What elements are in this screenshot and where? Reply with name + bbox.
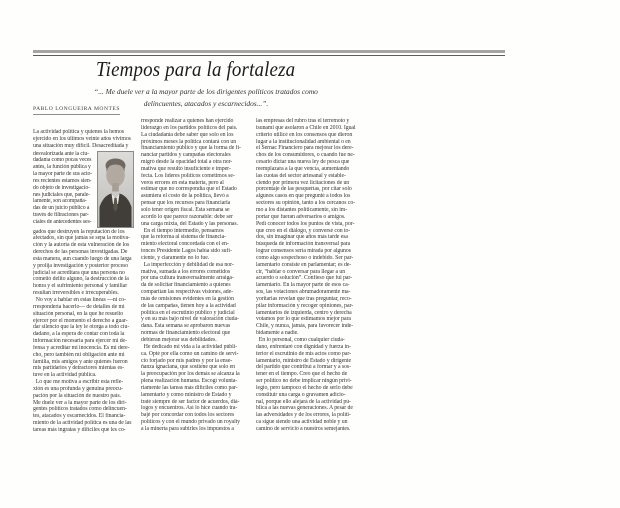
text-line: miento electoral concordada con el en-	[141, 241, 229, 248]
text-line: Me duele ver a la mayor parte de los diri-	[33, 399, 127, 406]
text-line: lamentarios de izquierda, centro y derecha	[256, 309, 352, 316]
text-line: camino de servicio a nuestros semejantes.	[256, 425, 351, 432]
text-line: antes, la función pública y	[33, 164, 91, 171]
text-line: pilar información y recoger opiniones, par-	[256, 302, 354, 309]
text-line: cesario dictar una nueva ley de pesca que	[256, 159, 350, 166]
column-3	[256, 118, 367, 433]
text-line: ciente, y claramente no lo fue.	[141, 254, 210, 261]
text-line: situación personal, en la que he resuelto	[33, 310, 124, 317]
text-line: rrespondería hacerlo— de detalles de mi	[33, 303, 125, 310]
text-line: ejercer por el momento el derecho a guar-	[33, 317, 128, 324]
text-line: La imperfección y debilidad de esa nor-	[141, 261, 234, 268]
text-line: fensa y acreditar mi inocencia. Es mi dere-	[33, 344, 130, 351]
text-line: lamentario, ministro de Estado y dirigente	[256, 357, 352, 364]
article-title: Tiempos para la fortaleza	[96, 57, 296, 81]
text-line: y en su más bajo nivel de valoración ciuda-	[141, 316, 239, 323]
text-line: nanciar partidos y campañas electorales	[141, 152, 231, 159]
text-line: derechos de las personas investigadas. De	[33, 249, 128, 256]
text-line: ca sigue siendo una actividad noble y un	[256, 419, 348, 426]
text-line: que creo en el diálogo, y conversé con to-	[256, 227, 351, 234]
text-line: mis partidarios y detractores mientas es-	[33, 365, 125, 372]
text-line: compartían las respectivas visiones, ade-	[141, 289, 234, 296]
text-line: La actividad política y quienes la hemos	[33, 129, 124, 135]
text-line: gentes políticos tratados como delincuen-	[33, 406, 127, 413]
text-line: rresponde realizar a quienes han ejercido	[141, 118, 234, 124]
text-line: veros errores en esta materia, pero al	[141, 179, 224, 186]
text-line: cir, “hablar o conversar para llegar a un	[256, 268, 346, 275]
column-1-intro	[33, 129, 134, 150]
text-line: cio forjado por mis padres y por la ense-	[141, 357, 233, 364]
text-line: reemplazara a la que vencía, aumentando	[256, 165, 350, 172]
text-line: las adversidades y de los errores, la políti-	[256, 412, 351, 419]
text-line: logos y encuentros. Así lo hice cuando tra-	[141, 405, 238, 412]
text-line: pación por la situación de nuestro país.	[33, 392, 121, 399]
text-line: más de omisiones evidentes en la gestión	[141, 295, 234, 302]
text-line: migró desde la opacidad total a otra nor-	[141, 159, 233, 166]
text-line: chos de los consumidores, o cuando fue ne-	[256, 152, 355, 159]
text-line: Pedí conocer todos los puntos de vista, por-	[256, 220, 355, 227]
column-1-wrap-text	[33, 151, 96, 228]
text-line: legio, pero tampoco el hecho de serlo debe	[256, 384, 353, 391]
text-line: mativa que resultó insuficiente e imper-	[141, 165, 231, 172]
text-line: política en el escrutinio público y judicial	[141, 309, 235, 316]
header-double-rule	[33, 50, 505, 56]
text-line: resultan irreversibles e irrecuperables.	[33, 290, 119, 297]
text-line: próximos meses la política contará con un	[141, 138, 237, 145]
text-line: tonces Presidente Lagos había sido sufi-	[141, 248, 232, 255]
text-line: xión es una profunda y genuina preocu-	[33, 385, 123, 392]
text-line: honra y el sufrimiento personal y familiar	[33, 283, 128, 290]
author-portrait-photo	[97, 151, 134, 228]
text-line: tes, atacados y escarnecidos. El financia-	[33, 413, 126, 420]
column-1-photo-row	[33, 151, 134, 228]
text-line: familia, mis amigos y ante quienes fueron	[33, 358, 128, 365]
text-line: de las campañas, tienen hoy a la actividad	[141, 302, 236, 309]
text-line: ciales de antecedentes ses-	[33, 218, 92, 225]
text-line: lugar a la institucionalidad ambiental o en	[256, 138, 351, 145]
text-line: res recientes estamos sien-	[33, 177, 92, 184]
text-line: gados que destruyen la reputación de los	[33, 228, 125, 235]
text-line: y prolija investigación y posterior proceso	[33, 262, 129, 269]
text-line: lamentario. En la mayor parte de esos ca-	[256, 282, 350, 289]
portrait-photo-illustration	[98, 152, 133, 227]
text-line: políticos y con el mundo privado un royalty	[141, 419, 241, 426]
text-line: dadanía como pocas veces	[33, 157, 92, 164]
text-line: da de solicitar financiamiento a quienes	[141, 282, 231, 289]
text-line: una situación muy difícil. Desacreditada y	[33, 142, 129, 149]
column-2	[141, 118, 249, 433]
text-line: bajé por concordar con todos los sectores	[141, 412, 235, 419]
text-line: tuve en la actividad pública.	[33, 372, 97, 379]
text-line: las empresas del rubro tras el terremoto y	[256, 118, 350, 124]
text-line: La ciudadanía debe saber que solo en los	[141, 131, 234, 138]
text-line: nal, porque ello alejará de la actividad pú-	[256, 398, 351, 405]
text-line: das de un juicio público a	[33, 205, 90, 212]
text-line: como algo sospechoso o indebido. Ser par-	[256, 254, 354, 261]
text-line: que la reforma al sistema de financia-	[141, 234, 226, 241]
text-line: las cuotas del sector artesanal y estable-	[256, 172, 346, 179]
text-line: No voy a hablar en estas líneas —ni co-	[33, 296, 126, 303]
text-line: ejercido en los últimos veinte años vivimos	[33, 135, 131, 142]
rule-thin-line	[33, 55, 505, 56]
text-line: sos, las votaciones abrumadoramente ma-	[256, 289, 351, 296]
text-line: yoritarias revelan que tras preguntar, reco-	[256, 295, 352, 302]
text-line: mativa, sumada a los errores cometidos	[141, 268, 231, 275]
text-line: cho, pero también mi obligación ante mi	[33, 351, 125, 358]
text-line: En lo personal, como cualquier ciuda-	[256, 337, 345, 343]
text-line: nes judiciales que, parale-	[33, 191, 90, 198]
text-line: criterio utilicé en los consensos que dieron	[256, 131, 353, 138]
text-line: lograr consensos sería mirada por algunos	[256, 248, 351, 255]
text-line: la preocupación por los demás se alcanza la	[141, 371, 240, 378]
text-line: dar silencio que la ley le otorga a todo ciu-	[33, 324, 130, 331]
pull-quote-line: delincuentes, atacados y escarnecidos...”.	[143, 98, 269, 108]
text-line: fecta. Los líderes políticos cometimos se-	[141, 172, 235, 179]
text-line: bidamente a nadie.	[256, 330, 299, 337]
text-line: dos, sin imaginar que años más tarde esa	[256, 234, 348, 241]
text-line: votamos por lo que estimamos mejor para	[256, 316, 351, 323]
text-line: a la minería para subirles los impuestos a	[141, 425, 234, 432]
text-line: información necesaria para ejercer mi de-	[33, 338, 127, 345]
text-line: ñanza ignaciana, que sostiene que solo en	[141, 364, 235, 371]
text-line: algunos casos en que pregunté a todos los	[256, 193, 351, 200]
text-line: normas de financiamiento electoral que	[141, 330, 231, 337]
text-line: el Sernac Financiero para mejorar los dere-	[256, 145, 354, 152]
text-line: dano, enfrentaré con dignidad y fuerza in-	[256, 343, 351, 350]
text-line: terior el escrutinio de mis actos como par-	[256, 350, 352, 357]
text-line: esta manera, aun cuando luego de una larga	[33, 255, 132, 262]
text-line: la mayor parte de sus acto-	[33, 171, 93, 178]
text-line: lamentario consiste en parlamentar; es de-	[256, 261, 352, 268]
text-line: He dedicado mi vida a la actividad públi-	[141, 343, 238, 350]
text-line: liderazgo en los partidos políticos del país.	[141, 124, 238, 131]
text-line: do objeto de investigacio-	[33, 184, 90, 191]
text-line: ciendo por primera vez licitaciones de un	[256, 179, 350, 186]
text-line: tareas más ingratas y difíciles que les co-	[33, 427, 126, 433]
text-line: asumiera el costo de la política, llevó a	[141, 193, 229, 200]
text-line: lamentario y como ministro de Estado y	[141, 391, 232, 398]
text-line: pensar que los recursos para financiarla	[141, 200, 231, 207]
text-line: lamente, son acompaña-	[33, 198, 87, 205]
text-line: solo tener origen fiscal. Esta semana se	[141, 206, 230, 213]
text-line: Chile, y nunca, jamás, para favorecer inde-	[256, 323, 354, 330]
text-line: través de filtraciones par-	[33, 212, 89, 219]
text-line: una carga mixta, del Estado y las personas.	[141, 220, 238, 227]
text-line: afectados, sin que jamás se sepa la motiva-	[33, 235, 130, 242]
text-line: judicial se acreditara que una persona no	[33, 269, 125, 276]
column-1	[33, 129, 134, 434]
text-line: por una cultura transversalmente arraiga-	[141, 275, 234, 282]
text-line: mo a los distantes políticamente, sin im-	[256, 206, 348, 213]
text-line: desvalorizada ante la ciu-	[33, 150, 89, 157]
text-line: debieran mejorar sus debilidades.	[141, 337, 217, 343]
text-line: riamente las tareas más difíciles como par-	[141, 384, 238, 391]
text-line: del partido que contribuí a formar y a sos-	[256, 364, 351, 371]
text-line: financiamiento público y que la forma de fi-	[141, 145, 241, 152]
rule-thick-bar	[33, 50, 505, 53]
column-1-rest	[33, 229, 134, 434]
text-line: tsunami que asolaron a Chile en 2010. Igual	[256, 124, 356, 131]
text-line: acordó lo que parece razonable: debe ser	[141, 213, 233, 220]
text-line: ción y la autoría de esta vulneración de los	[33, 242, 130, 249]
byline-author: PABLO LONGUEIRA MONTES	[33, 106, 120, 115]
text-line: miento de la actividad política es una de las	[33, 420, 132, 427]
text-line: traté siempre de ser factor de acuerdos, diá-	[141, 398, 240, 405]
text-line: constituir una carga o gravamen adicio-	[256, 391, 346, 398]
neck	[112, 183, 119, 192]
text-line: En el tiempo intermedio, pensamos	[141, 227, 224, 234]
text-line: blica a las nuevas generaciones. A pesar de	[256, 405, 353, 412]
pull-quote-line: “... Me duele ver a la mayor parte de los dirigentes políticos tratados como	[94, 87, 318, 96]
text-line: ser político no debe implicar ningún privi-	[256, 378, 352, 385]
text-line: cometió delito alguno, la destrucción de la	[33, 276, 129, 283]
text-line: búsqueda de información transversal para	[256, 241, 351, 248]
text-line: ca. Opté por ella como un camino de servi-	[141, 350, 239, 357]
text-line: dadano, a la espera de contar con toda la	[33, 331, 125, 338]
text-line: dana. Esta semana se aprobaron nuevas	[141, 323, 231, 330]
text-line: portar que fueran adversarios o amigos.	[256, 213, 346, 220]
text-line: estimar que no correspondía que el Estado	[141, 186, 237, 193]
text-line: acuerdo o solución”. Confieso que fui par-	[256, 275, 353, 282]
text-line: plena realización humana. Escogí volunta-	[141, 378, 238, 385]
text-line: tener en el tiempo. Creo que el hecho de	[256, 371, 348, 378]
text-line: Lo que me motiva a escribir esta refle-	[33, 379, 124, 386]
text-line: sectores su opinión, tanto a los cercanos co-	[256, 200, 356, 207]
text-line: porcentaje de las pesquerías, por citar solo	[256, 186, 352, 193]
